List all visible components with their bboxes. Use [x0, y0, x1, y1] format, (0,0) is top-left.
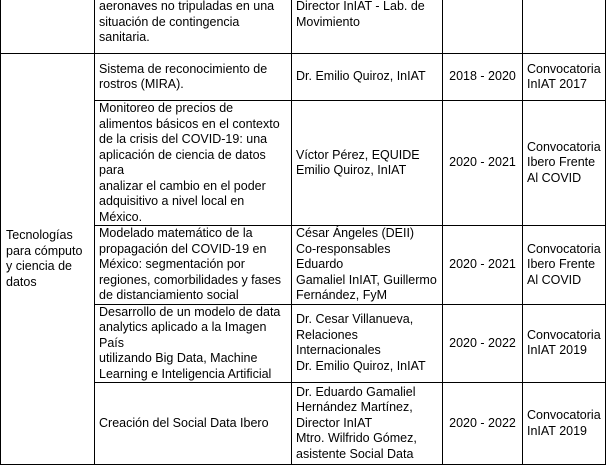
table-row-partial: [1, 0, 606, 54]
responsible-cell: Dr. Emilio Quiroz, InIAT: [292, 54, 443, 101]
project-cell: Monitoreo de precios de alimentos básicos en el contexto de la crisis del COVID-19: una aplicación de ciencia de datos para analizar el cambio en el poder adquisitivo a nivel local en México.: [95, 101, 292, 226]
period-cell: 2018 - 2020: [443, 54, 523, 101]
project-cell: Desarrollo de un modelo de data analytics aplicado a la Imagen País utilizando Big Data, Machine Learning e Inteligencia Artificial: [95, 304, 292, 383]
period-cell: 2020 - 2021: [443, 101, 523, 226]
funding-cell: Convocatoria Ibero Frente Al COVID: [523, 226, 606, 305]
responsible-cell: César Ángeles (DEII) Co-responsables Eduardo Gamaliel InIAT, Guillermo Fernández, FyM: [292, 226, 443, 305]
funding-cell: Convocatoria InIAT 2019: [523, 304, 606, 383]
responsible-cell: Director InIAT - Lab. de Movimiento: [292, 0, 443, 54]
responsible-cell: Dr. Eduardo Gamaliel Hernández Martínez, Director InIAT Mtro. Wilfrido Gómez, asistente Social Data: [292, 383, 443, 465]
responsible-cell: Víctor Pérez, EQUIDE Emilio Quiroz, InIAT: [292, 101, 443, 226]
project-cell: Creación del Social Data Ibero: [95, 383, 292, 465]
period-cell: 2020 - 2021: [443, 226, 523, 305]
category-cell: Tecnologías para cómputo y ciencia de datos: [1, 54, 95, 465]
project-cell: Modelado matemático de la propagación del COVID-19 en México: segmentación por regiones, comorbilidades y fases de distanciamiento social: [95, 226, 292, 305]
funding-cell: Convocatoria InIAT 2019: [523, 383, 606, 465]
funding-cell: Convocatoria Ibero Frente Al COVID: [523, 101, 606, 226]
table-row: [1, 54, 606, 101]
period-cell: [443, 0, 523, 54]
period-cell: 2020 - 2022: [443, 304, 523, 383]
responsible-cell: Dr. Cesar Villanueva, Relaciones Internacionales Dr. Emilio Quiroz, InIAT: [292, 304, 443, 383]
period-cell: 2020 - 2022: [443, 383, 523, 465]
project-cell: aeronaves no tripuladas en una situación de contingencia sanitaria.: [95, 0, 292, 54]
category-cell-empty: [1, 0, 95, 54]
project-cell: Sistema de reconocimiento de rostros (MIRA).: [95, 54, 292, 101]
funding-cell: Convocatoria InIAT 2017: [523, 54, 606, 101]
funding-cell: [523, 0, 606, 54]
